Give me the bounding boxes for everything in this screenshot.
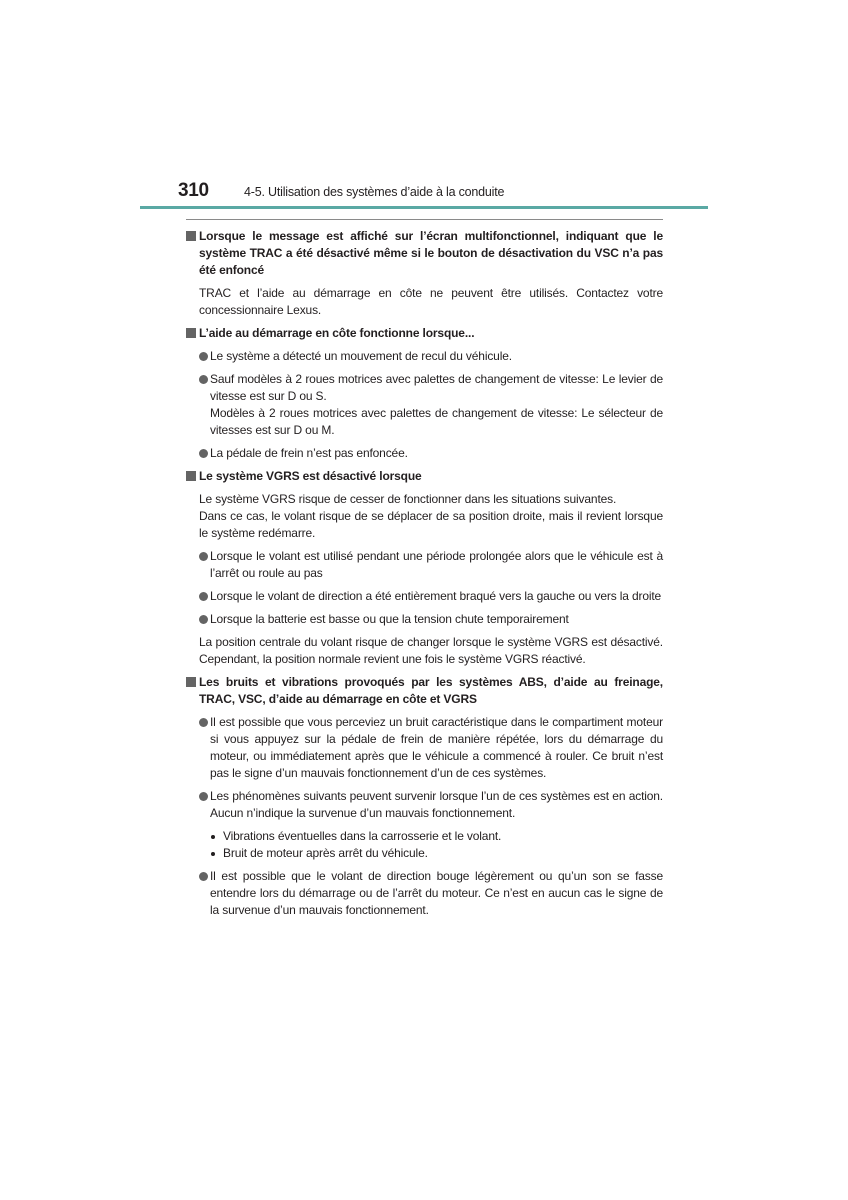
list-item <box>186 868 663 919</box>
paragraph-line: Dans ce cas, le volant risque de se déplacer de sa position droite, mais il revient lorsque le système redémarre. <box>199 509 663 540</box>
section-heading <box>186 468 663 485</box>
sub-list-item-text: Bruit de moteur après arrêt du véhicule. <box>223 846 428 860</box>
paragraph: La position centrale du volant risque de changer lorsque le système VGRS est désactivé. Cependant, la position normale revient une fois le système VGRS réactivé. <box>199 635 663 666</box>
paragraph <box>186 491 663 542</box>
list-item-text: Lorsque le volant de direction a été entièrement braqué vers la gauche ou vers la droite <box>210 589 662 603</box>
heading-text: Le système VGRS est désactivé lorsque <box>199 469 422 483</box>
sub-list-item <box>186 828 663 845</box>
list-item <box>186 371 663 439</box>
section-heading <box>186 325 663 342</box>
square-bullet-icon <box>186 677 196 687</box>
sub-list <box>186 828 663 862</box>
section-hill-start-assist <box>186 325 663 462</box>
list-item <box>186 445 663 462</box>
list-item-text: Le système a détecté un mouvement de recul du véhicule. <box>210 349 512 363</box>
heading-text: Les bruits et vibrations provoqués par les systèmes ABS, d’aide au freinage, TRAC, VSC, d’aide au démarrage en côte et VGRS <box>199 675 663 706</box>
list-item-text: Il est possible que vous perceviez un bruit caractéristique dans le compartiment moteur si vous appuyez sur la pédale de frein de manière répétée, lors du démarrage du moteur, ou immédiatement après que le véhicule a commencé à rouler. Ce bruit n’est pas le signe d’un mauvais fonctionnement d’un de ces systèmes. <box>210 715 663 780</box>
round-bullet-icon <box>199 352 208 361</box>
round-bullet-icon <box>199 792 208 801</box>
small-bullet-icon <box>211 852 215 856</box>
list-item-text: Lorsque la batterie est basse ou que la tension chute temporairement <box>210 612 569 626</box>
page-number: 310 <box>178 180 209 201</box>
round-bullet-icon <box>199 615 208 624</box>
chapter-title: 4-5. Utilisation des systèmes d’aide à la conduite <box>244 185 505 199</box>
square-bullet-icon <box>186 471 196 481</box>
list-item-text: Modèles à 2 roues motrices avec palettes de changement de vitesse: Le sélecteur de vitesses est sur D ou M. <box>210 406 663 437</box>
section-noise-vibration <box>186 674 663 919</box>
list-item <box>186 611 663 628</box>
list-item-text: Les phénomènes suivants peuvent survenir lorsque l’un de ces systèmes est en action. Aucun n’indique la survenue d’un mauvais fonctionnement. <box>210 789 663 820</box>
square-bullet-icon <box>186 231 196 241</box>
section-trac-message <box>186 228 663 319</box>
list-item <box>186 548 663 582</box>
round-bullet-icon <box>199 872 208 881</box>
round-bullet-icon <box>199 718 208 727</box>
list-item <box>186 348 663 365</box>
list-item-text: Lorsque le volant est utilisé pendant une période prolongée alors que le véhicule est à l’arrêt ou roule au pas <box>210 549 663 580</box>
sub-list-item-text: Vibrations éventuelles dans la carrosserie et le volant. <box>223 829 502 843</box>
list-item-text: La pédale de frein n’est pas enfoncée. <box>210 446 408 460</box>
list-item <box>186 714 663 782</box>
round-bullet-icon <box>199 552 208 561</box>
sub-list-item <box>186 845 663 862</box>
square-bullet-icon <box>186 328 196 338</box>
section-vgrs-disabled <box>186 468 663 668</box>
heading-text: L’aide au démarrage en côte fonctionne lorsque... <box>199 326 475 340</box>
page-header <box>178 180 698 206</box>
small-bullet-icon <box>211 835 215 839</box>
content-divider <box>186 219 663 220</box>
page-content <box>186 228 663 925</box>
list-item <box>186 588 663 605</box>
list-item <box>186 788 663 822</box>
paragraph: TRAC et l’aide au démarrage en côte ne peuvent être utilisés. Contactez votre concessionnaire Lexus. <box>199 286 663 317</box>
header-rule <box>140 206 708 209</box>
section-heading <box>186 674 663 708</box>
list-item-text: Sauf modèles à 2 roues motrices avec palettes de changement de vitesse: Le levier de vitesse est sur D ou S. <box>210 372 663 403</box>
heading-text: Lorsque le message est affiché sur l’écran multifonctionnel, indiquant que le système TRAC a été désactivé même si le bouton de désactivation du VSC n’a pas été enfoncé <box>199 229 663 277</box>
round-bullet-icon <box>199 449 208 458</box>
round-bullet-icon <box>199 592 208 601</box>
paragraph-line: Le système VGRS risque de cesser de fonctionner dans les situations suivantes. <box>199 492 617 506</box>
list-item-text: Il est possible que le volant de direction bouge légèrement ou qu’un son se fasse entendre lors du démarrage ou de l’arrêt du moteur. Ce n’est en aucun cas le signe de la survenue d’un mauvais fonctionnement. <box>210 869 663 917</box>
section-heading <box>186 228 663 279</box>
round-bullet-icon <box>199 375 208 384</box>
